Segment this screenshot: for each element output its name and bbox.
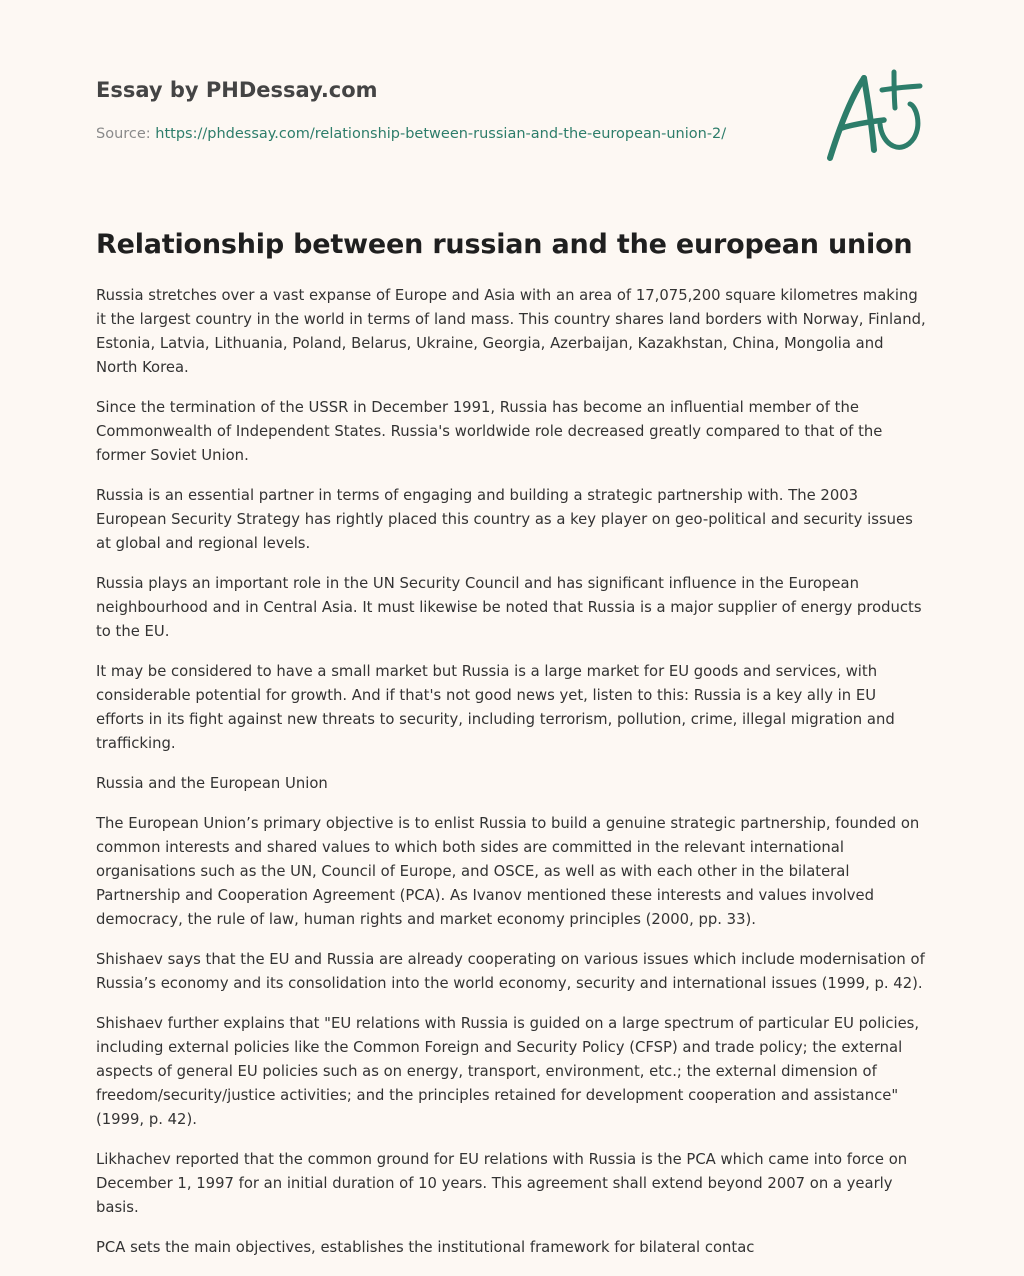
essay-title: Relationship between russian and the european union	[96, 229, 913, 260]
paragraph: Russia stretches over a vast expanse of Europe and Asia with an area of 17,075,200 square kilometres making it the largest country in the world in terms of land mass. This country shares land borders with Norway, Finland, Estonia, Latvia, Lithuania, Poland, Belarus, Ukraine, Georgia, Azerbaijan, Kazakhstan, China, Mongolia and North Korea.	[96, 287, 926, 376]
essay-body	[96, 284, 928, 1276]
section-heading: Russia and the European Union	[96, 775, 328, 792]
paragraph: Likhachev reported that the common ground for EU relations with Russia is the PCA which came into force on December 1, 1997 for an initial duration of 10 years. This agreement shall extend beyond 2007 on a yearly basis.	[96, 1151, 908, 1216]
source-link[interactable]: https://phdessay.com/relationship-between-russian-and-the-european-union-2/	[155, 126, 727, 142]
brand-title: Essay by PHDessay.com	[96, 78, 378, 102]
source-line	[96, 124, 796, 144]
paragraph: Russia plays an important role in the UN Security Council and has significant influence in the European neighbourhood and in Central Asia. It must likewise be noted that Russia is a major supplier of energy products to the EU.	[96, 575, 922, 640]
paragraph: The European Union’s primary objective is to enlist Russia to build a genuine strategic partnership, founded on common interests and shared values to which both sides are committed in the relevant international organisations such as the UN, Council of Europe, and OSCE, as well as with each other in the bilateral Partnership and Cooperation Agreement (PCA). As Ivanov mentioned these interests and values involved democracy, the rule of law, human rights and market economy principles (2000, pp. 33).	[96, 815, 920, 928]
paragraph: Shishaev further explains that "EU relations with Russia is guided on a large spectrum of particular EU policies, including external policies like the Common Foreign and Security Policy (CFSP) and trade policy; the external aspects of general EU policies such as on energy, transport, environment, etc.; the external dimension of freedom/security/justice activities; and the principles retained for development cooperation and assistance" (1999, p. 42).	[96, 1015, 920, 1128]
paragraph: PCA sets the main objectives, establishes the institutional framework for bilateral contac	[96, 1239, 755, 1256]
header	[96, 76, 796, 144]
a-plus-logo-icon	[818, 66, 930, 166]
paragraph: Russia is an essential partner in terms of engaging and building a strategic partnership with. The 2003 European Security Strategy has rightly placed this country as a key player on geo-political and security issues at global and regional levels.	[96, 487, 913, 552]
paragraph: Since the termination of the USSR in December 1991, Russia has become an influential member of the Commonwealth of Independent States. Russia's worldwide role decreased greatly compared to that of the former Soviet Union.	[96, 399, 883, 464]
paragraph: Shishaev says that the EU and Russia are already cooperating on various issues which include modernisation of Russia’s economy and its consolidation into the world economy, security and international issues (1999, p. 42).	[96, 951, 925, 992]
paragraph: It may be considered to have a small market but Russia is a large market for EU goods and services, with considerable potential for growth. And if that's not good news yet, listen to this: Russia is a key ally in EU efforts in its fight against new threats to security, including terrorism, pollution, crime, illegal migration and trafficking.	[96, 663, 895, 752]
source-label: Source:	[96, 126, 151, 142]
